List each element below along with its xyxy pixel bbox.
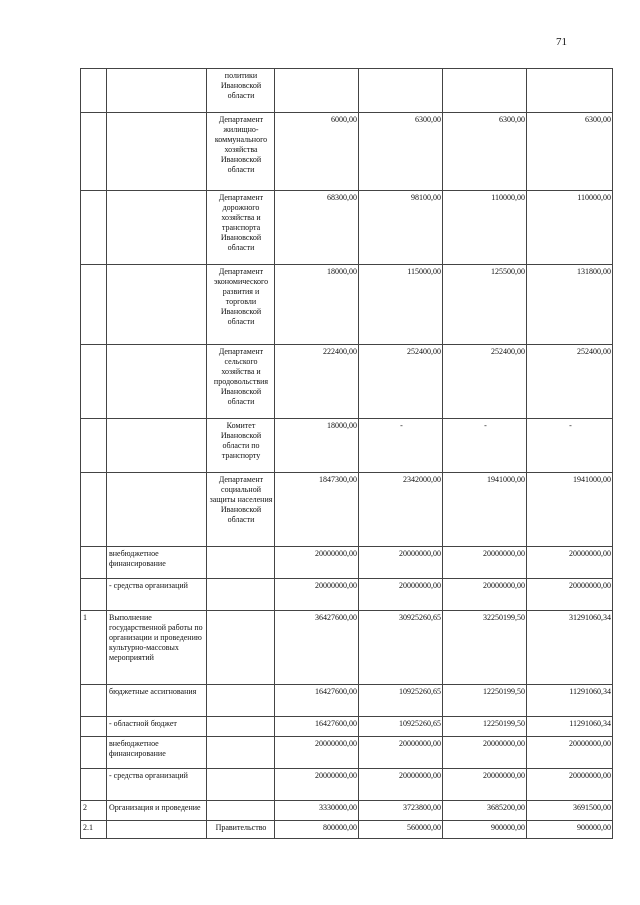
row-name-cell: Выполнение государственной работы по организации и проведению культурно-массовых мероприятий [107,611,207,685]
row-value-cell-4: 20000000,00 [527,547,613,579]
row-executor-cell [207,801,275,821]
table-row [81,717,613,737]
row-executor-cell: Департамент жилищно-коммунального хозяйства Ивановской области [207,113,275,191]
row-name-cell: Организация и проведение [107,801,207,821]
row-number-cell [81,265,107,345]
row-executor-cell: Департамент сельского хозяйства и продовольствия Ивановской области [207,345,275,419]
row-name-cell: - средства организаций [107,579,207,611]
row-value-cell-1: 68300,00 [275,191,359,265]
row-value-cell-1: 20000000,00 [275,769,359,801]
row-value-cell-2: 30925260,65 [359,611,443,685]
row-value-cell-4 [527,69,613,113]
row-value-cell-2: 20000000,00 [359,737,443,769]
row-value-cell-4: 20000000,00 [527,769,613,801]
row-value-cell-2 [359,69,443,113]
row-executor-cell: Комитет Ивановской области по транспорту [207,419,275,473]
row-value-cell-4: 20000000,00 [527,737,613,769]
table-row [81,191,613,265]
row-value-cell-1: 20000000,00 [275,579,359,611]
row-value-cell-3: 12250199,50 [443,717,527,737]
row-value-cell-1: 3330000,00 [275,801,359,821]
row-name-cell [107,821,207,839]
row-name-cell: бюджетные ассигнования [107,685,207,717]
row-value-cell-1: 222400,00 [275,345,359,419]
row-executor-cell: политики Ивановской области [207,69,275,113]
row-number-cell [81,191,107,265]
row-value-cell-2: - [359,419,443,473]
row-value-cell-2: 20000000,00 [359,769,443,801]
row-value-cell-2: 115000,00 [359,265,443,345]
row-number-cell [81,685,107,717]
row-value-cell-1: 18000,00 [275,265,359,345]
row-value-cell-3: 110000,00 [443,191,527,265]
row-name-cell [107,473,207,547]
row-value-cell-3: 20000000,00 [443,579,527,611]
table-row [81,547,613,579]
row-value-cell-1: 36427600,00 [275,611,359,685]
row-value-cell-3: 900000,00 [443,821,527,839]
row-value-cell-1: 20000000,00 [275,547,359,579]
row-value-cell-4: 20000000,00 [527,579,613,611]
row-number-cell [81,547,107,579]
row-value-cell-2: 560000,00 [359,821,443,839]
row-value-cell-4: 900000,00 [527,821,613,839]
table-row [81,611,613,685]
row-value-cell-2: 20000000,00 [359,579,443,611]
row-executor-cell [207,547,275,579]
row-value-cell-3: 12250199,50 [443,685,527,717]
row-value-cell-4: 1941000,00 [527,473,613,547]
row-executor-cell: Правительство [207,821,275,839]
table-row [81,801,613,821]
row-value-cell-2: 20000000,00 [359,547,443,579]
row-value-cell-4: 110000,00 [527,191,613,265]
table-row [81,69,613,113]
row-executor-cell [207,737,275,769]
row-name-cell: внебюджетное финансирование [107,737,207,769]
table-row [81,685,613,717]
row-name-cell: - областной бюджет [107,717,207,737]
row-value-cell-2: 6300,00 [359,113,443,191]
row-value-cell-1: 20000000,00 [275,737,359,769]
row-value-cell-4: - [527,419,613,473]
table-row [81,737,613,769]
budget-table [80,68,613,839]
table-row [81,579,613,611]
row-number-cell [81,579,107,611]
row-name-cell: - средства организаций [107,769,207,801]
row-executor-cell [207,769,275,801]
row-value-cell-2: 10925260,65 [359,685,443,717]
table-row [81,419,613,473]
row-number-cell [81,69,107,113]
row-executor-cell [207,685,275,717]
row-executor-cell [207,579,275,611]
row-value-cell-3: 20000000,00 [443,769,527,801]
row-value-cell-4: 11291060,34 [527,685,613,717]
row-value-cell-4: 3691500,00 [527,801,613,821]
page-number: 71 [556,36,567,48]
table-row [81,265,613,345]
row-value-cell-3 [443,69,527,113]
row-name-cell: внебюджетное финансирование [107,547,207,579]
table-row [81,473,613,547]
row-executor-cell [207,717,275,737]
row-number-cell [81,737,107,769]
row-number-cell: 1 [81,611,107,685]
row-name-cell [107,265,207,345]
row-value-cell-3: 1941000,00 [443,473,527,547]
row-value-cell-3: 20000000,00 [443,547,527,579]
row-value-cell-1: 6000,00 [275,113,359,191]
row-value-cell-3: 252400,00 [443,345,527,419]
row-number-cell [81,419,107,473]
row-number-cell [81,345,107,419]
row-value-cell-4: 252400,00 [527,345,613,419]
row-executor-cell: Департамент экономического развития и торговли Ивановской области [207,265,275,345]
table-row [81,769,613,801]
row-value-cell-1: 18000,00 [275,419,359,473]
row-name-cell [107,191,207,265]
table-row [81,113,613,191]
row-number-cell: 2.1 [81,821,107,839]
row-value-cell-3: 3685200,00 [443,801,527,821]
table-row [81,821,613,839]
row-value-cell-1: 16427600,00 [275,685,359,717]
row-number-cell [81,473,107,547]
row-value-cell-2: 2342000,00 [359,473,443,547]
row-executor-cell: Департамент социальной защиты населения Ивановской области [207,473,275,547]
row-name-cell [107,419,207,473]
row-value-cell-3: 125500,00 [443,265,527,345]
row-number-cell [81,113,107,191]
row-value-cell-2: 3723800,00 [359,801,443,821]
row-value-cell-4: 131800,00 [527,265,613,345]
row-value-cell-4: 11291060,34 [527,717,613,737]
row-value-cell-3: 6300,00 [443,113,527,191]
row-value-cell-4: 31291060,34 [527,611,613,685]
row-value-cell-1: 1847300,00 [275,473,359,547]
row-value-cell-3: 20000000,00 [443,737,527,769]
row-number-cell [81,717,107,737]
row-value-cell-4: 6300,00 [527,113,613,191]
row-name-cell [107,345,207,419]
row-number-cell: 2 [81,801,107,821]
row-value-cell-2: 98100,00 [359,191,443,265]
table-row [81,345,613,419]
row-number-cell [81,769,107,801]
row-executor-cell: Департамент дорожного хозяйства и транспорта Ивановской области [207,191,275,265]
row-value-cell-2: 252400,00 [359,345,443,419]
row-value-cell-1: 800000,00 [275,821,359,839]
row-value-cell-2: 10925260,65 [359,717,443,737]
row-name-cell [107,69,207,113]
row-value-cell-1 [275,69,359,113]
row-value-cell-3: 32250199,50 [443,611,527,685]
budget-table-body [81,69,613,839]
row-value-cell-1: 16427600,00 [275,717,359,737]
row-executor-cell [207,611,275,685]
row-value-cell-3: - [443,419,527,473]
row-name-cell [107,113,207,191]
